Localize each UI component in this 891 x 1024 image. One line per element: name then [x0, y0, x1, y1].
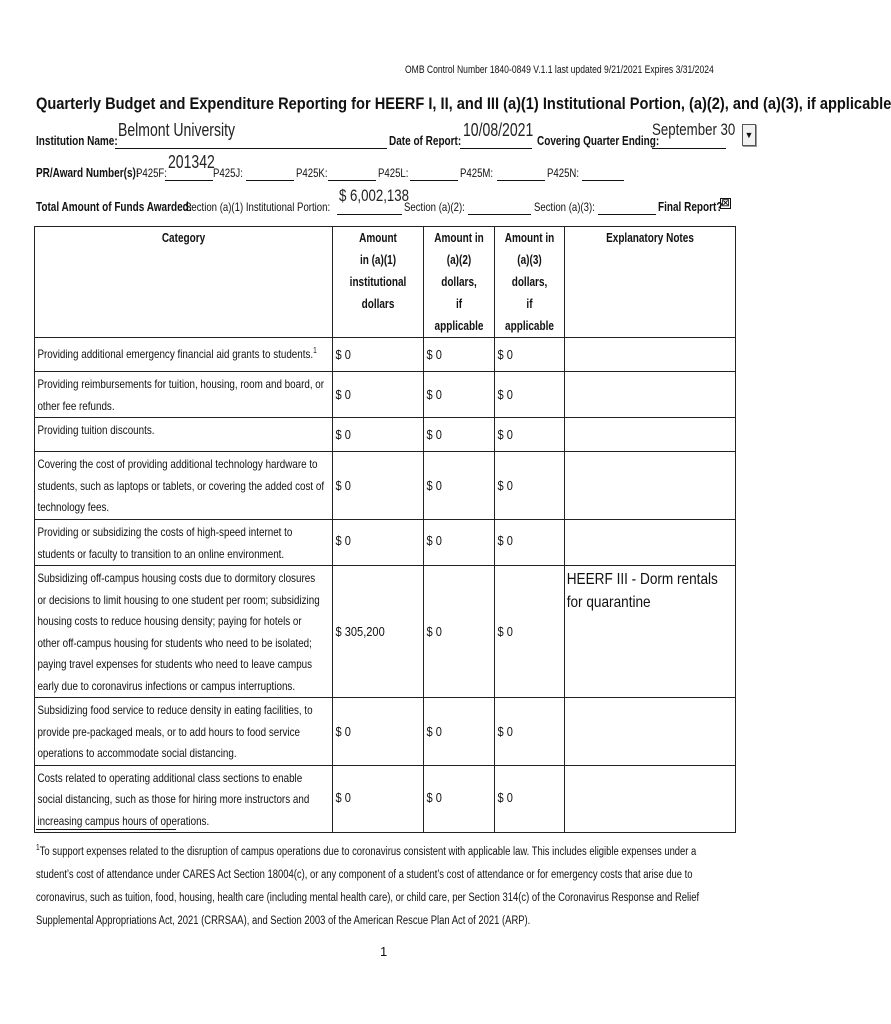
p425j-field[interactable]: [246, 180, 294, 181]
category-header: Category: [35, 227, 333, 338]
institution-name-label: Institution Name:: [36, 134, 118, 148]
section-a2-field[interactable]: [468, 214, 531, 215]
a2-cell[interactable]: $ 0: [424, 452, 495, 520]
institution-name-underline: [115, 148, 387, 149]
a1-cell[interactable]: $ 0: [333, 372, 424, 418]
table-row: [35, 418, 736, 452]
a3-cell[interactable]: $ 0: [495, 765, 565, 833]
chevron-down-icon: ▼: [744, 130, 754, 140]
a1-cell[interactable]: $ 0: [333, 452, 424, 520]
a1-cell[interactable]: $ 0: [333, 418, 424, 452]
notes-cell[interactable]: [565, 338, 736, 372]
p425f-label: P425F:: [136, 166, 167, 180]
date-of-report-label: Date of Report:: [389, 134, 462, 148]
covering-quarter-field[interactable]: September 30: [652, 120, 736, 139]
covering-quarter-label: Covering Quarter Ending:: [537, 134, 660, 148]
a2-cell[interactable]: $ 0: [424, 338, 495, 372]
a2-cell[interactable]: $ 0: [424, 418, 495, 452]
a2-cell[interactable]: $ 0: [424, 765, 495, 833]
p425n-label: P425N:: [547, 166, 580, 180]
p425l-field[interactable]: [410, 180, 458, 181]
table-row: [35, 372, 736, 418]
p425k-label: P425K:: [296, 166, 328, 180]
p425f-underline: [165, 180, 213, 181]
section-a2-label: Section (a)(2):: [404, 200, 465, 214]
table-row: [35, 698, 736, 766]
a2-cell[interactable]: $ 0: [424, 698, 495, 766]
a2-header: Amount in (a)(2) dollars, if applicable: [424, 227, 495, 338]
a2-cell[interactable]: $ 0: [424, 372, 495, 418]
notes-cell[interactable]: [565, 372, 736, 418]
notes-cell[interactable]: [565, 566, 736, 698]
section-a1-label: Section (a)(1) Institutional Portion:: [185, 200, 331, 214]
notes-cell[interactable]: [565, 520, 736, 566]
expenditure-table: [34, 226, 736, 833]
total-funds-label: Total Amount of Funds Awarded:: [36, 200, 193, 214]
p425f-field[interactable]: 201342: [168, 152, 215, 172]
a3-cell[interactable]: $ 0: [495, 520, 565, 566]
notes-cell[interactable]: [565, 418, 736, 452]
table-row: [35, 765, 736, 833]
covering-quarter-underline: [652, 148, 726, 149]
footnote-text: To support expenses related to the disruption of campus operations due to coronavirus consistent with applicable law. This includes eligible expenses under a student’s cost of attendance under CARES Act Section 18004(c), or any component of a student’s cost of attendance or for emergency costs that arise due to coronavirus, such as tuition, food, housing, health care (including mental health care), or child care, per Section 314(c) of the Coronavirus Response and Relief Supplemental Appropriations Act, 2021 (CRRSAA), and Section 2003 of the American Rescue Plan Act of 2021 (ARP).: [36, 845, 700, 927]
a3-cell[interactable]: $ 0: [495, 372, 565, 418]
section-a3-label: Section (a)(3):: [534, 200, 595, 214]
date-of-report-underline: [460, 148, 532, 149]
table-row: [35, 452, 736, 520]
a3-cell[interactable]: $ 0: [495, 698, 565, 766]
page-number: 1: [380, 944, 388, 959]
omb-control-line: OMB Control Number 1840-0849 V.1.1 last updated 9/21/2021 Expires 3/31/2024: [405, 64, 714, 76]
section-a3-field[interactable]: [598, 214, 656, 215]
institution-name-field[interactable]: Belmont University: [118, 120, 236, 140]
table-row: [35, 520, 736, 566]
p425m-label: P425M:: [460, 166, 494, 180]
footnote-number: 1: [36, 843, 40, 852]
quarter-dropdown-button[interactable]: [742, 124, 756, 146]
final-report-checkbox[interactable]: ☒: [721, 198, 730, 208]
p425k-field[interactable]: [328, 180, 376, 181]
a2-cell[interactable]: $ 0: [424, 566, 495, 698]
final-report-label: Final Report?: [658, 200, 723, 214]
category-cell: Providing tuition discounts.: [35, 418, 333, 452]
footnote-marker: 1: [313, 346, 317, 355]
pr-award-label: PR/Award Number(s):: [36, 166, 140, 180]
section-a1-underline: [337, 214, 402, 215]
a3-cell[interactable]: $ 0: [495, 338, 565, 372]
a1-cell[interactable]: $ 305,200: [333, 566, 424, 698]
notes-cell[interactable]: [565, 765, 736, 833]
a3-cell[interactable]: $ 0: [495, 418, 565, 452]
category-cell: Providing additional emergency financial aid grants to students.$^1$: [35, 338, 333, 372]
table-row: [35, 338, 736, 372]
category-cell: Providing reimbursements for tuition, housing, room and board, or other fee refunds.: [35, 372, 333, 418]
date-of-report-field[interactable]: 10/08/2021: [463, 120, 534, 140]
category-cell: Providing or subsidizing the costs of high-speed internet to students or faculty to transition to an online environment.: [35, 520, 333, 566]
section-a1-field[interactable]: $ 6,002,138: [339, 186, 410, 205]
form-title: Quarterly Budget and Expenditure Reporting for HEERF I, II, and III (a)(1) Institutional Portion, (a)(2), and (a)(3), if applicable: [36, 94, 891, 113]
p425l-label: P425L:: [378, 166, 409, 180]
category-cell: Subsidizing off-campus housing costs due to dormitory closures or decisions to limit housing to one student per room; subsidizing housing costs to reduce housing density; paying for hotels or other off-campus housing for students who need to be isolated; paying travel expenses for students who need to leave campus early due to coronavirus infections or campus interruptions.: [35, 566, 333, 698]
table-row: [35, 566, 736, 698]
footnote-divider: [36, 829, 176, 830]
category-cell: Costs related to operating additional class sections to enable social distancing, such as those for hiring more instructors and increasing campus hours of operations.: [35, 765, 333, 833]
p425n-field[interactable]: [582, 180, 624, 181]
a3-cell[interactable]: $ 0: [495, 452, 565, 520]
a1-cell[interactable]: $ 0: [333, 698, 424, 766]
notes-header: Explanatory Notes: [565, 227, 736, 338]
notes-cell[interactable]: [565, 452, 736, 520]
p425m-field[interactable]: [497, 180, 545, 181]
a1-header: Amount in (a)(1) institutional dollars: [333, 227, 424, 338]
a1-cell[interactable]: $ 0: [333, 338, 424, 372]
table-header-row: [35, 227, 736, 338]
footnote: [36, 836, 733, 933]
p425j-label: P425J:: [213, 166, 243, 180]
a2-cell[interactable]: $ 0: [424, 520, 495, 566]
a1-cell[interactable]: $ 0: [333, 765, 424, 833]
category-cell: Subsidizing food service to reduce density in eating facilities, to provide pre-packaged meals, or to add hours to food service operations to accommodate social distancing.: [35, 698, 333, 766]
a3-cell[interactable]: $ 0: [495, 566, 565, 698]
notes-cell[interactable]: [565, 698, 736, 766]
a1-cell[interactable]: $ 0: [333, 520, 424, 566]
dorm-rental-note: HEERF III - Dorm rentals for quarantine: [566, 571, 718, 611]
category-cell: Covering the cost of providing additional technology hardware to students, such as laptops or tablets, or covering the added cost of technology fees.: [35, 452, 333, 520]
a3-header: Amount in (a)(3) dollars, if applicable: [495, 227, 565, 338]
